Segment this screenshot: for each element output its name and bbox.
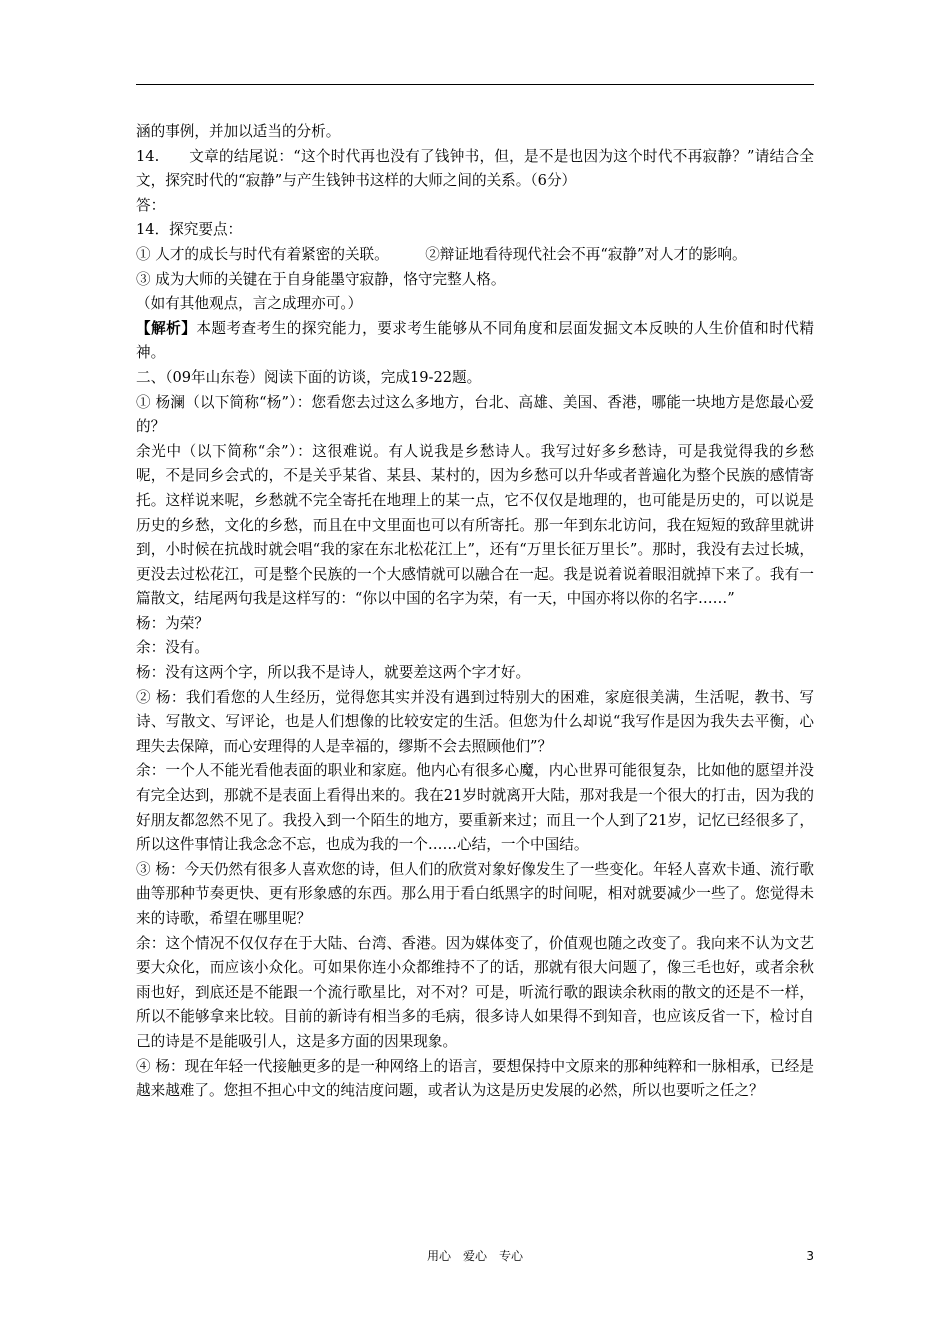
header-rule	[136, 84, 814, 85]
interview-paragraph: 杨：为荣？	[136, 614, 209, 632]
interview-paragraph: 杨：没有这两个字，所以我不是诗人，就要差这两个字才好。	[136, 664, 531, 682]
interview-paragraph: ③ 杨：今天仍然有很多人喜欢您的诗，但人们的欣赏对象好像发生了一些变化。年轻人喜欢卡通、流行歌曲等那种节奏更快、更有形象感的东西。那么用于看白纸黑字的时间呢，相对就要减少一些了。您觉得未来的诗歌，希望在哪里呢？	[136, 860, 814, 927]
answer-heading: 14．探究要点：	[136, 221, 243, 239]
interview-paragraph: 余：这个情况不仅仅存在于大陆、台湾、香港。因为媒体变了，价值观也随之改变了。我向来不认为文艺要大众化，而应该小众化。可如果你连小众都维持不了的话，那就有很大问题了，像三毛也好，或者余秋雨也好，到底还是不能跟一个流行歌星比，对不对？可是，听流行歌的跟读余秋雨的散文的还是不一样，所以不能够拿来比较。目前的新诗有相当多的毛病，很多诗人如果得不到知音，也应该反省一下，检讨自己的诗是不是能吸引人，这是多方面的因果现象。	[136, 934, 814, 1050]
analysis-paragraph	[136, 317, 814, 366]
question-14: 14. 文章的结尾说：“这个时代再也没有了钱钟书，但，是不是也因为这个时代不再寂静？”请结合全文，探究时代的“寂静”与产生钱钟书这样的大师之间的关系。（6分）	[136, 147, 814, 190]
answer-note: （如有其他观点，言之成理亦可。）	[136, 295, 363, 313]
section-two-heading: 二、（09年山东卷）阅读下面的访谈，完成19-22题。	[136, 368, 482, 386]
interview-paragraph: ② 杨：我们看您的人生经历，觉得您其实并没有遇到过特别大的困难，家庭很美满，生活呢，教书、写诗、写散文、写评论，也是人们想像的比较安定的生活。但您为什么却说“我写作是因为我失去平衡，心理失去保障，而心安理得的人是幸福的，缪斯不会去照顾他们”？	[136, 688, 814, 755]
interview-paragraph: 余：一个人不能光看他表面的职业和家庭。他内心有很多心魔，内心世界可能很复杂，比如他的愿望并没有完全达到，那就不是表面上看得出来的。我在21岁时就离开大陆，那对我是一个很大的打击，因为我的好朋友都忽然不见了。我投入到一个陌生的地方，要重新来过；而且一个人到了21岁，记忆已经很多了，所以这件事情让我念念不忘，也成为我的一个……心结，一个中国结。	[136, 762, 814, 854]
analysis-text: 本题考查考生的探究能力，要求考生能够从不同角度和层面发掘文本反映的人生价值和时代精神。	[136, 319, 814, 362]
page-number: 3	[806, 1249, 814, 1263]
footer-slogan: 用心 爱心 专心	[426, 1249, 523, 1263]
interview-paragraph: 余光中（以下简称“余”）：这很难说。有人说我是乡愁诗人。我写过好多乡愁诗，可是我觉得我的乡愁呢，不是同乡会式的，不是关乎某省、某县、某村的，因为乡愁可以升华或者普遍化为整个民族的感情寄托。这样说来呢，乡愁就不完全寄托在地理上的某一点，它不仅仅是地理的，也可能是历史的，可以说是历史的乡愁，文化的乡愁，而且在中文里面也可以有所寄托。那一年到东北访问，我在短短的致辞里就讲到，小时候在抗战时就会唱“我的家在东北松花江上”，还有“万里长征万里长”。那时，我没有去过长城，更没去过松花江，可是整个民族的一个大感情就可以融合在一起。我是说着说着眼泪就掉下来了。我有一篇散文，结尾两句我是这样写的：“你以中国的名字为荣，有一天，中国亦将以你的名字……”	[136, 442, 814, 608]
interview-paragraph: ① 杨澜（以下简称“杨”）：您看您去过这么多地方，台北、高雄、美国、香港，哪能一块地方是您最心爱的？	[136, 393, 814, 436]
document-body	[136, 120, 814, 1104]
interview-paragraph: ④ 杨：现在年轻一代接触更多的是一种网络上的语言，要想保持中文原来的那种纯粹和一脉相承，已经是越来越难了。您担不担心中文的纯洁度问题，或者认为这是历史发展的必然，所以也要听之任之？	[136, 1057, 814, 1100]
answer-point-1-2: ① 人才的成长与时代有着紧密的关联。 ②辩证地看待现代社会不再“寂静”对人才的影响。	[136, 245, 747, 263]
answer-point-3: ③ 成为大师的关键在于自身能墨守寂静，恪守完整人格。	[136, 270, 506, 288]
answer-label: 答：	[136, 196, 166, 214]
analysis-label: 【解析】	[136, 319, 197, 337]
interview-paragraph: 余：没有。	[136, 639, 209, 657]
paragraph: 涵的事例，并加以适当的分析。	[136, 123, 341, 140]
